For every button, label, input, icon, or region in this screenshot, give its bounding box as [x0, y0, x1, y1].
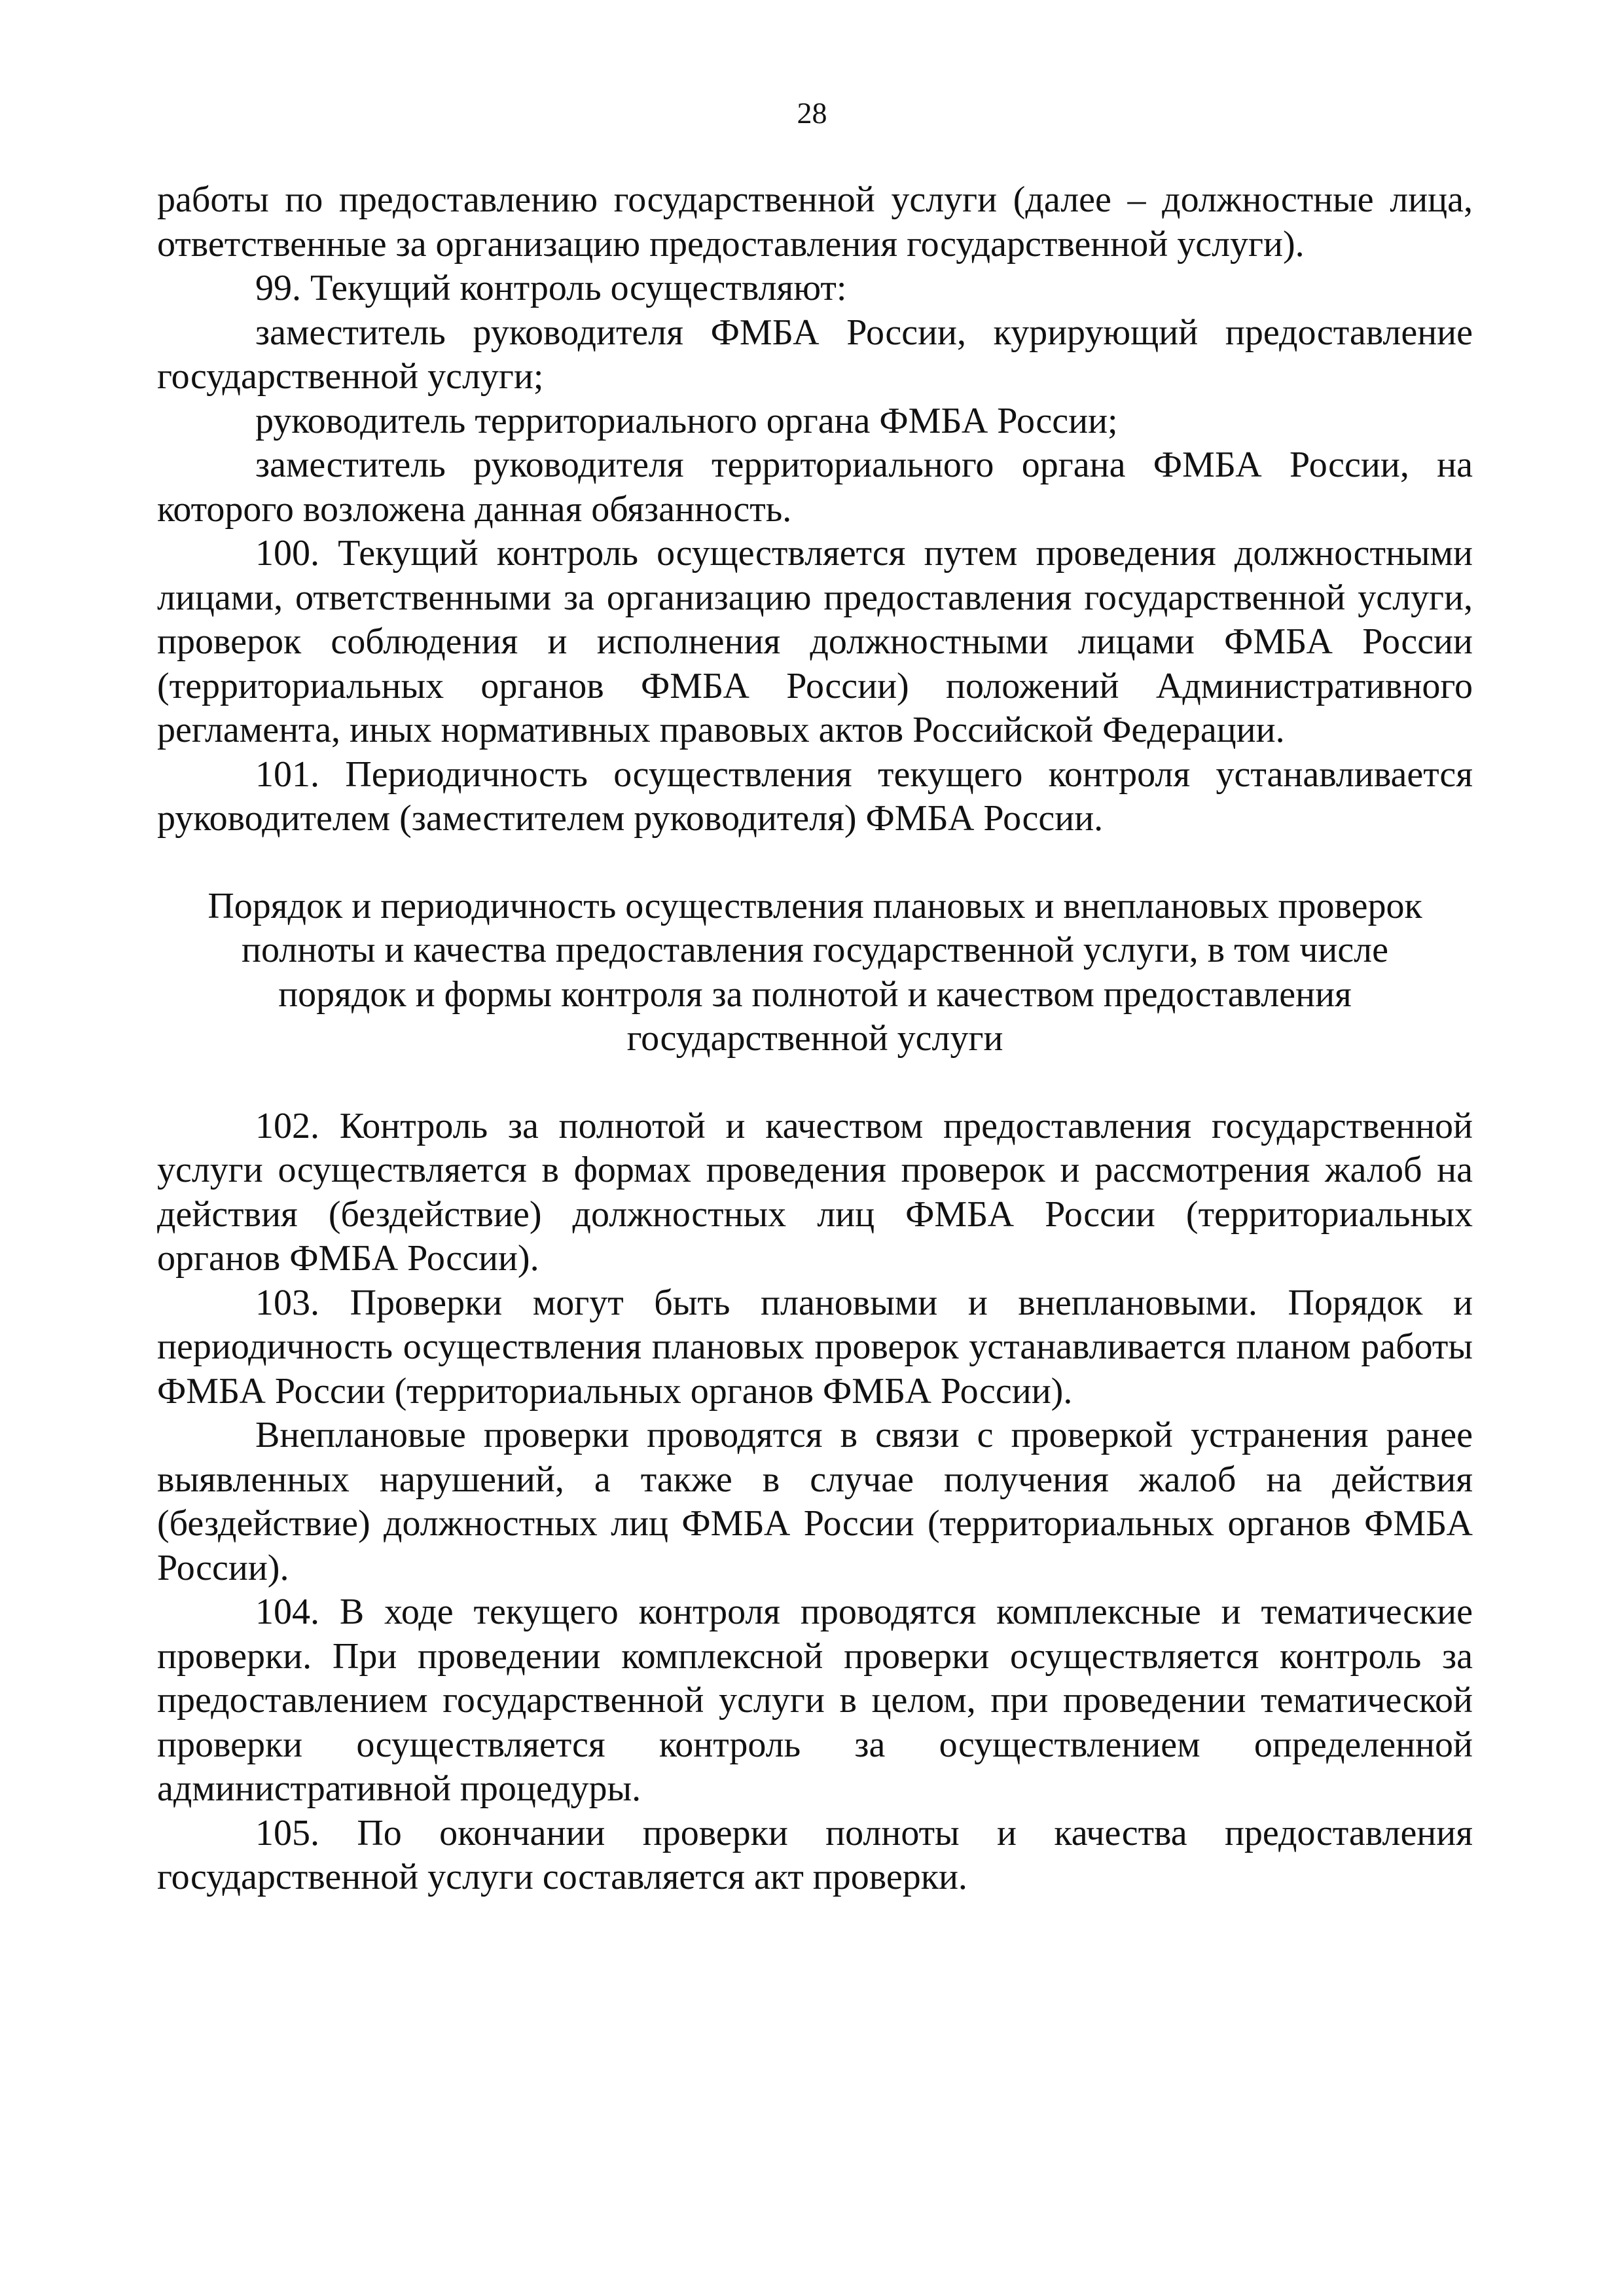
paragraph-105: 105. По окончании проверки полноты и качества предоставления государственной услуги составляется акт проверки.	[157, 1812, 1473, 1897]
paragraph-103: 103. Проверки могут быть плановыми и внеплановыми. Порядок и периодичность осуществления плановых проверок устанавливается планом работы ФМБА России (территориальных органов ФМБА России).	[157, 1282, 1473, 1412]
paragraph-102: 102. Контроль за полнотой и качеством предоставления государственной услуги осуществляется в формах проведения проверок и рассмотрения жалоб на действия (бездействие) должностных лиц ФМБА России (территориальных органов ФМБА России).	[157, 1105, 1473, 1279]
paragraph-101: 101. Периодичность осуществления текущего контроля устанавливается руководителем (заместителем руководителя) ФМБА России.	[157, 754, 1473, 839]
paragraph-99-item-1: заместитель руководителя ФМБА России, курирующий предоставление государственной услуги;	[157, 312, 1473, 397]
page-number: 28	[797, 96, 827, 130]
paragraph-99-item-2: руководитель территориального органа ФМБА России;	[255, 400, 1118, 441]
paragraph-continuation: работы по предоставлению государственной услуги (далее – должностные лица, ответственные за организацию предоставления государственной услуги).	[157, 179, 1473, 264]
paragraph-unplanned-checks: Внеплановые проверки проводятся в связи с проверкой устранения ранее выявленных нарушений, а также в случае получения жалоб на действия (бездействие) должностных лиц ФМБА России (территориальных органов ФМБА России).	[157, 1415, 1473, 1588]
paragraph-99: 99. Текущий контроль осуществляют:	[255, 268, 847, 308]
document-body	[157, 178, 1473, 1900]
paragraph-104: 104. В ходе текущего контроля проводятся комплексные и тематические проверки. При проведении комплексной проверки осуществляется контроль за предоставлением государственной услуги в целом, при проведении тематической проверки осуществляется контроль за осуществлением определенной административной процедуры.	[157, 1592, 1473, 1809]
paragraph-100: 100. Текущий контроль осуществляется путем проведения должностными лицами, ответственными за организацию предоставления государственной услуги, проверок соблюдения и исполнения должностными лицами ФМБА России (территориальных органов ФМБА России) положений Административного регламента, иных нормативных правовых актов Российской Федерации.	[157, 533, 1473, 750]
paragraph-99-item-3: заместитель руководителя территориального органа ФМБА России, на которого возложена данная обязанность.	[157, 445, 1473, 530]
section-heading: Порядок и периодичность осуществления плановых и внеплановых проверок полноты и качества предоставления государственной услуги, в том числе порядок и формы контроля за полнотой и качеством предоставления государственной услуги	[208, 885, 1422, 1059]
